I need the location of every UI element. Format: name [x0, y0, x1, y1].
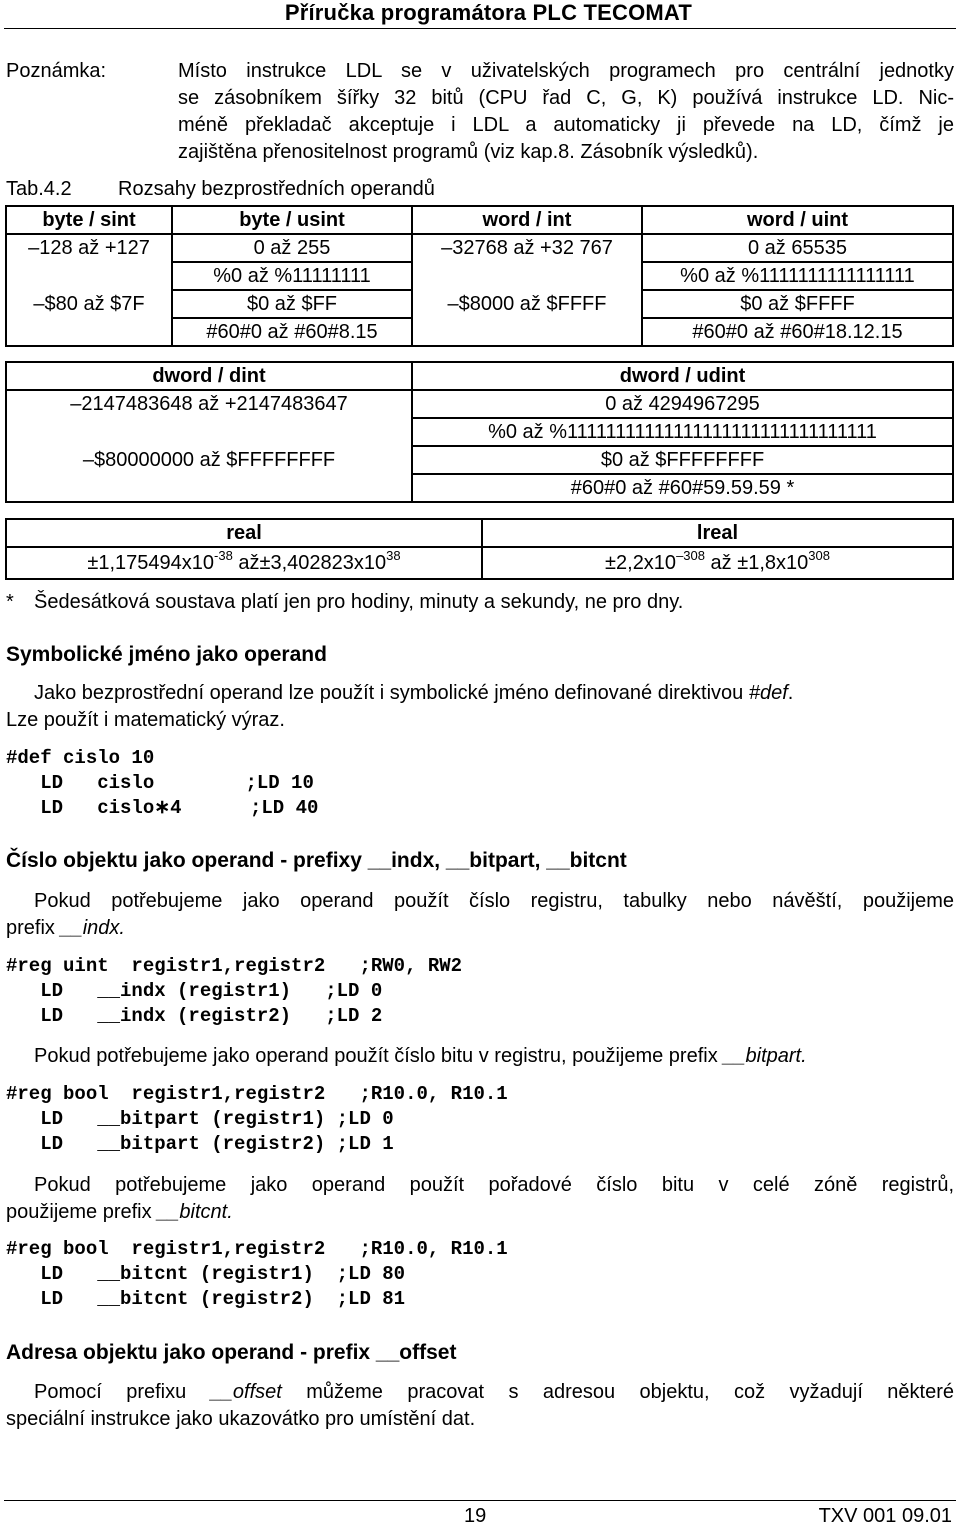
lreal-min: ±2,2x10 — [605, 551, 677, 574]
table-cell: %0 až %11111111111111111111111111111111 — [412, 418, 953, 446]
text-run: použijeme prefix — [6, 1201, 158, 1223]
text-run: Pomocí prefixu — [34, 1381, 211, 1403]
code-block: #reg bool registr1,registr2 ;R10.0, R10.1 LD __bitcnt (registr1) ;LD 80 LD __bitcnt (registr2) ;LD 81 — [6, 1238, 508, 1310]
table-cell: $0 až $FFFFFFFF — [412, 446, 953, 474]
code-block: #def cislo 10 LD cislo ;LD 10 LD cislo∗4 ;LD 40 — [6, 747, 319, 819]
section-paragraph — [6, 888, 954, 942]
table-cell: 0 až 4294967295 — [412, 390, 953, 418]
table-header: word / uint — [642, 206, 953, 234]
section-paragraph — [6, 680, 954, 734]
table-cell: –$80000000 až $FFFFFFFF — [6, 446, 412, 474]
section-title-object-number: Číslo objektu jako operand - prefixy __indx, __bitpart, __bitcnt — [6, 849, 627, 872]
range-table-byte-word — [5, 205, 954, 347]
table-header: byte / sint — [6, 206, 172, 234]
section-title-symbolic-name: Symbolické jméno jako operand — [6, 643, 327, 666]
table-cell — [6, 418, 412, 446]
table-cell: %0 až %1111111111111111 — [642, 262, 953, 290]
real-min: ±1,175494x10 — [87, 551, 215, 574]
note-line: méně překladač akceptuje i LDL a automaticky ji převede na LD, čímž je — [178, 114, 954, 136]
table-cell — [412, 318, 642, 346]
paragraph-line — [6, 1379, 954, 1406]
table-cell: %0 až %11111111 — [172, 262, 412, 290]
lreal-max: až ±1,8x10 — [704, 551, 809, 574]
code-block: #reg bool registr1,registr2 ;R10.0, R10.1 LD __bitpart (registr1) ;LD 0 LD __bitpart (registr2) ;LD 1 — [6, 1083, 508, 1155]
paragraph-line — [6, 680, 954, 707]
footer-rule — [4, 1500, 956, 1501]
table-cell: –$8000 až $FFFF — [412, 290, 642, 318]
table-cell: #60#0 až #60#59.59.59 * — [412, 474, 953, 502]
section-paragraph — [6, 1379, 954, 1433]
table-header: lreal — [482, 519, 953, 547]
paragraph-line: speciální instrukce jako ukazovátko pro umístění dat. — [6, 1408, 476, 1430]
code-block: #reg uint registr1,registr2 ;RW0, RW2 LD __indx (registr1) ;LD 0 LD __indx (registr2) ;LD 2 — [6, 955, 463, 1027]
table-cell — [6, 318, 172, 346]
table-cell — [6, 262, 172, 290]
footnote-mark: * — [6, 591, 14, 613]
text-run: prefix — [6, 917, 61, 939]
table-header: real — [6, 519, 482, 547]
header-title: Příručka programátora PLC TECOMAT — [284, 0, 692, 25]
table-cell: –$80 až $7F — [6, 290, 172, 318]
real-max-exponent: 38 — [386, 547, 401, 563]
paragraph-line: Pokud potřebujeme jako operand použít číslo registru, tabulky nebo návěští, použijeme — [34, 890, 954, 912]
table-cell: $0 až $FF — [172, 290, 412, 318]
section-title-object-address: Adresa objektu jako operand - prefix __offset — [6, 1341, 457, 1364]
page-number: 19 — [464, 1505, 487, 1527]
text-run: . — [787, 682, 794, 704]
section-paragraph — [34, 1043, 954, 1070]
text-run-italic: __bitcnt. — [157, 1201, 233, 1223]
table-cell: –128 až +127 — [6, 234, 172, 262]
note-line: zajištěna přenositelnost programů (viz kap.8. Zásobník výsledků). — [178, 141, 759, 163]
table-cell: $0 až $FFFF — [642, 290, 953, 318]
table-cell: –2147483648 až +2147483647 — [6, 390, 412, 418]
note-text — [178, 58, 954, 166]
text-run-italic: #def — [748, 682, 788, 704]
note-label: Poznámka: — [6, 60, 107, 82]
paragraph-line: Lze použít i matematický výraz. — [6, 709, 285, 731]
header-rule — [4, 28, 956, 29]
real-max: až±3,402823x10 — [232, 551, 387, 574]
range-table-dword — [5, 361, 954, 503]
table-cell — [412, 262, 642, 290]
lreal-min-exponent: –308 — [676, 547, 705, 563]
table-header: dword / dint — [6, 362, 412, 390]
footnote-text: Šedesátková soustava platí jen pro hodiny, minuty a sekundy, ne pro dny. — [34, 591, 684, 613]
range-table-real — [5, 518, 954, 580]
table-caption-number: Tab.4.2 — [6, 178, 72, 200]
note-line: se zásobníkem šířky 32 bitů (CPU řad C, G, K) používá instrukce LD. Nic- — [178, 87, 954, 109]
table-header: byte / usint — [172, 206, 412, 234]
paragraph-line — [6, 915, 954, 942]
table-cell: 0 až 65535 — [642, 234, 953, 262]
table-cell-lreal-range — [482, 547, 953, 579]
text-run-italic: __indx. — [60, 917, 125, 939]
table-cell: –32768 až +32 767 — [412, 234, 642, 262]
text-run: můžeme pracovat s adresou objektu, což vyžadují některé — [281, 1381, 954, 1403]
table-cell-real-range — [6, 547, 482, 579]
table-cell — [6, 474, 412, 502]
table-header: dword / udint — [412, 362, 953, 390]
real-min-exponent: -38 — [214, 547, 233, 563]
section-paragraph — [6, 1172, 954, 1226]
paragraph-line: Pokud potřebujeme jako operand použít pořadové číslo bitu v celé zóně registrů, — [34, 1174, 954, 1196]
text-run-italic: __bitpart. — [723, 1045, 807, 1067]
table-caption-text: Rozsahy bezprostředních operandů — [118, 178, 435, 200]
lreal-max-exponent: 308 — [808, 547, 830, 563]
note-line: Místo instrukce LDL se v uživatelských programech pro centrální jednotky — [178, 60, 954, 82]
text-run: Pokud potřebujeme jako operand použít číslo bitu v registru, použijeme prefix — [34, 1045, 724, 1067]
text-run: Jako bezprostřední operand lze použít i symbolické jméno definované direktivou — [34, 682, 749, 704]
text-run-italic: __offset — [210, 1381, 282, 1403]
table-cell: #60#0 až #60#18.12.15 — [642, 318, 953, 346]
table-cell: 0 až 255 — [172, 234, 412, 262]
table-header: word / int — [412, 206, 642, 234]
document-code: TXV 001 09.01 — [818, 1505, 952, 1527]
paragraph-line — [6, 1199, 954, 1226]
table-cell: #60#0 až #60#8.15 — [172, 318, 412, 346]
